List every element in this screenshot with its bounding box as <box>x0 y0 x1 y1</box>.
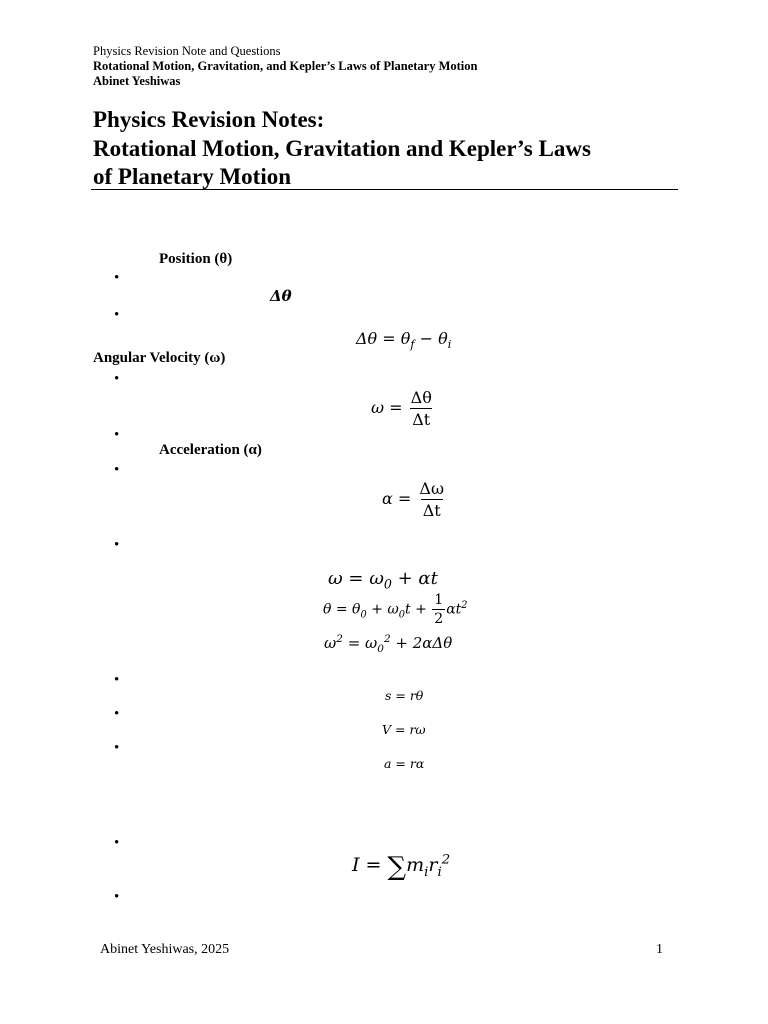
bullet-icon: • <box>114 835 120 851</box>
equation-arc-length: s = rθ <box>385 688 424 703</box>
equation-angular-acceleration <box>382 479 447 520</box>
eq-part: = ω <box>342 634 378 652</box>
equation-kinematic-velocity <box>328 568 438 592</box>
summation-symbol: ∑ <box>387 852 407 882</box>
title-line: Physics Revision Notes: <box>93 107 325 132</box>
fraction-denominator: Δt <box>422 501 441 520</box>
fraction <box>432 592 445 627</box>
footer-author: Abinet Yeshiwas, 2025 <box>100 942 230 957</box>
eq-subscript: 0 <box>398 609 406 621</box>
eq-part: ω = <box>371 398 403 417</box>
title-line: of Planetary Motion <box>93 164 292 189</box>
eq-subscript: 0 <box>377 643 384 655</box>
eq-part: ω = ω <box>328 568 384 589</box>
eq-part: αt <box>446 601 462 618</box>
eq-subscript: i <box>437 864 442 880</box>
eq-subscript: f <box>410 338 415 352</box>
eq-superscript: 2 <box>441 852 451 868</box>
bullet-icon: • <box>114 672 120 688</box>
eq-part: − θ <box>414 329 448 348</box>
equation-angular-velocity <box>371 388 435 429</box>
equation-kinematic-velocity-squared <box>324 633 452 655</box>
section-heading-acceleration: Acceleration (α) <box>159 442 262 458</box>
equation-tangential-acceleration: a = rα <box>384 756 425 771</box>
equation-tangential-velocity: V = rω <box>382 722 426 737</box>
document-title <box>93 106 677 192</box>
fraction <box>409 388 434 429</box>
eq-subscript: 0 <box>360 609 367 621</box>
fraction-numerator: Δω <box>419 479 444 498</box>
equation-moment-of-inertia <box>352 852 450 882</box>
eq-part: Δθ = θ <box>356 329 411 348</box>
eq-part: ω <box>324 634 337 652</box>
bullet-icon: • <box>114 427 120 443</box>
equation-kinematic-position <box>323 592 468 627</box>
title-divider <box>91 189 678 190</box>
eq-part: + 2αΔθ <box>390 634 453 652</box>
bullet-icon: • <box>114 706 120 722</box>
header-author: Abinet Yeshiwas <box>93 74 181 88</box>
fraction-numerator: 1 <box>434 592 444 608</box>
bullet-icon: • <box>114 371 120 387</box>
eq-superscript: 2 <box>383 633 391 645</box>
section-heading-position: Position (θ) <box>159 251 233 267</box>
header-topic: Rotational Motion, Gravitation, and Kepler’s Laws of Planetary Motion <box>93 59 478 73</box>
eq-part: + ω <box>366 601 399 618</box>
eq-superscript: 2 <box>461 599 468 611</box>
fraction-denominator: 2 <box>434 611 444 627</box>
eq-part: t + <box>405 601 432 618</box>
eq-part: θ = θ <box>323 601 361 618</box>
eq-subscript: i <box>424 864 429 880</box>
eq-subscript: i <box>447 338 452 352</box>
fraction <box>417 479 446 520</box>
fraction-denominator: Δt <box>412 410 431 429</box>
eq-part: + αt <box>391 568 438 589</box>
eq-superscript: 2 <box>336 633 343 645</box>
bullet-icon: • <box>114 889 120 905</box>
bullet-icon: • <box>114 462 120 478</box>
fraction-numerator: Δθ <box>410 388 432 407</box>
delta-theta-symbol: Δθ <box>270 287 292 305</box>
header-note-title: Physics Revision Note and Questions <box>93 44 281 58</box>
page-number: 1 <box>656 942 663 957</box>
eq-part: m <box>406 854 425 876</box>
bullet-icon: • <box>114 740 120 756</box>
eq-part: α = <box>382 489 412 508</box>
section-heading-angular-velocity: Angular Velocity (ω) <box>93 350 226 366</box>
eq-subscript: 0 <box>383 576 392 592</box>
bullet-icon: • <box>114 307 120 323</box>
eq-part: r <box>428 854 438 876</box>
eq-part: I = <box>352 854 388 876</box>
bullet-icon: • <box>114 537 120 553</box>
bullet-icon: • <box>114 270 120 286</box>
title-line: Rotational Motion, Gravitation and Kepler’s Laws <box>93 135 591 161</box>
equation-angular-displacement <box>356 329 451 351</box>
